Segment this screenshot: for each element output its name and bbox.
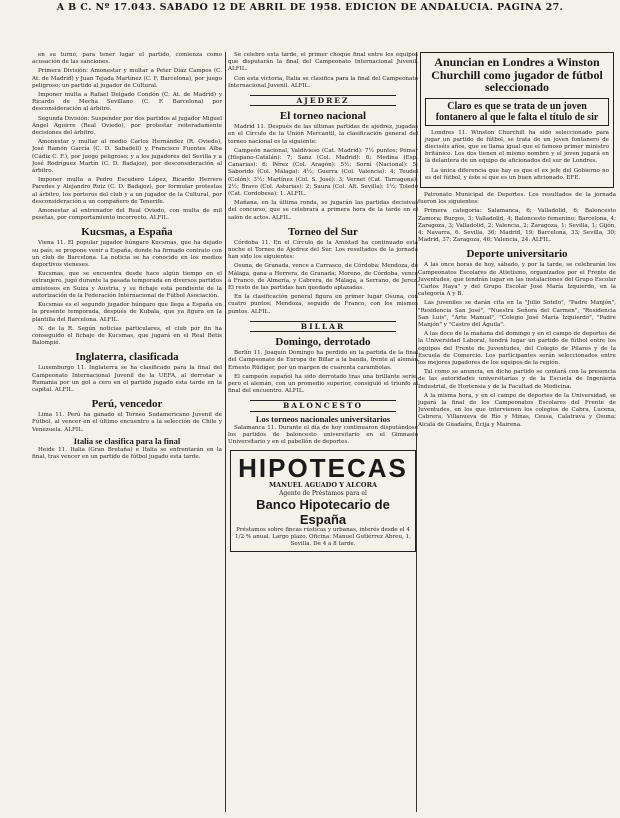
paragraph: N. de la R. Según noticias particulares, el club por fin ha conseguido el fichaje de Kucsmas, que jugará en el Real Betis Balompié.	[32, 325, 222, 347]
column-2	[228, 52, 418, 814]
ad-bank-name: Banco Hipotecario de España	[256, 496, 390, 527]
kocsis-headline: Kucsmas, a España	[81, 226, 173, 239]
paragraph: Se celebró esta tarde, el primer choque final entre los equipos que disputarán la final del Campeonato Internacional Juvenil. ALFIL.	[228, 52, 418, 73]
col2-intro	[228, 52, 418, 90]
paragraph: Amonestar al entrenador del Real Oviedo, con multa de mil pesetas, por comportamiento incorrecto. ALFIL.	[32, 208, 222, 222]
paragraph: Imponer multa a Rafael Delgado Condón (C. At. de Madrid) y Ricardo de Mecha Sevillano (C. F. Barcelona) por desconsideración al árbitro.	[32, 92, 222, 113]
paragraph: Luxemburgo 11. Inglaterra se ha clasificado para la final del Campeonato Internacional Juvenil de la UEFA, al derrotar a Rumania por un gol a cero en el partido jugado esta tarde en la capital. ALFIL.	[32, 365, 222, 393]
paragraph: Primera División: Amonestar y multar a Peter Díaz Campos (C. At. de Madrid) y Juan Tejada Martínez (C. F. Barcelona), por juego peligroso; un partido al jugador de Cultural.	[32, 68, 222, 89]
peru-text	[32, 412, 222, 434]
paragraph: Viena 11. El popular jugador húngaro Kucsmas, que ha dejado su país, se propone venir a España, donde ha firmado contrato con un club de Barcelona. La noticia se ha conocido en los medios deportivos vieneses.	[32, 240, 222, 269]
paragraph: A las once horas de hoy, sábado, y por la tarde, se celebrarán los Campeonatos Escolares de Atletismo, organizados por el Frente de Juventudes, que tendrán lugar en las instalaciones del Grupo Escolar "Carlos Haya" y del Grupo Escolar José María Izquierdo, en la categoría A y B.	[418, 262, 616, 298]
domingo-text	[228, 350, 418, 395]
paragraph: Berlín 11. Joaquín Domingo ha perdido en la partida de la final del Campeonato de Europa de Billar a la banda, frente al alemán Ernesto Rüdiger, por un margen de cuarenta carambolas.	[228, 350, 418, 371]
column-3	[418, 52, 616, 814]
nacional-text	[228, 124, 418, 222]
paragraph: Kucsmas es el segundo jugador húngaro que llega a España en la presente temporada, después de Kubala, que ya figura en la plantilla del Barcelona. ALFIL.	[32, 302, 222, 323]
paragraph: Osuna, de Granada, vence a Carrasco, de Córdoba; Mendoza, de Málaga, gana a Herrera, de Granada; Moreno, de Córdoba, vence a Franco, de Almería, y Cabrera, de Málaga, a Serrano, de Jerez. El resto de las partidas han quedado aplazadas.	[228, 263, 418, 292]
inglaterra-text	[32, 365, 222, 394]
churchill-box	[420, 52, 614, 188]
page-header: A B C. Nº 17.043. SABADO 12 DE ABRIL DE 1958. EDICION DE ANDALUCIA. PAGINA 27.	[56, 2, 564, 13]
paragraph: En la clasificación general figura en primer lugar Osuna, con cuatro puntos; Mendoza, seguido de Franco, con los mismos puntos. ALFIL.	[228, 294, 418, 315]
paragraph: Córdoba 11. En el Círculo de la Amistad ha continuado esta noche el Torneo de Ajedrez del Sur. Los resultados de la jornada han sido los siguientes:	[228, 239, 418, 261]
paragraph: Mañana, en la última ronda, se jugarán las partidas decisivas del concurso, que se celebrará a primera hora de la tarde en el salón de actos. ALFIL.	[228, 200, 418, 221]
paragraph: Kucsmas, que se encuentra desde hace algún tiempo en el extranjero, jugó durante la pasada temporada en diversos partidos amistosos en Suiza y Austria, y su fichaje está pendiente de la autorización de la Federación Internacional de Fútbol Asociación.	[32, 271, 222, 299]
peru-headline: Perú, vencedor	[91, 398, 163, 411]
ad-title: HIPOTECAS	[238, 453, 408, 484]
paragraph: Con esta victoria, Italia se clasifica para la final del Campeonato Internacional Juvenil. ALFIL.	[228, 75, 418, 89]
kocsis-text	[32, 240, 222, 347]
paragraph: La única diferencia que hay es que el ex jefe del Gobierno no es del fútbol, y éste sí que es un buen aficionado. EFE.	[425, 167, 609, 181]
ad-agent-name: MANUEL AGUADO Y ALCORA	[268, 481, 378, 490]
domingo-headline: Domingo, derrotado	[275, 336, 371, 349]
universitario-text	[418, 262, 616, 428]
intro-text	[32, 52, 222, 222]
section-baloncesto: BALONCESTO	[250, 400, 396, 411]
paragraph: en su turno, para tener lugar el partido, comienza como acusación de las sanciones.	[32, 52, 222, 66]
paragraph: Las juveniles se darán cita en la "Julio Sotelo", "Padre Manjón", "Residencia San José", "Nuestra Señora del Carmen", "Residencia San Luis", "Arte Manual", "Colegio José María Izquierdo", "Padre Manjón" y "Castro del Águila".	[418, 300, 616, 328]
paragraph: Patronato Municipal de Deportes. Los resultados de la jornada fueron los siguientes:	[418, 191, 616, 206]
column-1	[32, 52, 222, 814]
baloncesto-text	[228, 425, 418, 447]
paragraph: Lima 11. Perú ha ganado el Torneo Sudamericano Juvenil de Fútbol, al vencer en el último encuentro a la selección de Chile y Venezuela. ALFIL.	[32, 412, 222, 433]
paragraph: A la misma hora, y en el campo de deportes de la Universidad, se jugará la final de los Campeonatos Escolares del Frente de Juventudes, en los que intervienen los colegios de Cabra, Lucena, Cabrera, Villanueva de Río y Minas, Ceusa, Calatrava y Osuna; Alcalá de Guadaíra, Écija y Mairena.	[418, 392, 616, 428]
sur-headline: Torneo del Sur	[288, 225, 358, 238]
universitario-headline: Deporte universitario	[466, 248, 568, 261]
sur-text	[228, 240, 418, 316]
paragraph: Londres 11. Winston Churchill ha sido seleccionado para jugar un partido de fútbol, se trata de un joven fontanero de dieciséis años, que se llama igual que el famoso primer ministro británico. Los dos tienen el mismo nombre y el joven jugará en la delantera de un equipo de aficionados del sur de Londres.	[425, 129, 609, 165]
churchill-text	[425, 130, 609, 182]
ad-subtitle: Agente de Préstamos para el	[279, 489, 367, 497]
municipal-text	[418, 192, 616, 244]
paragraph: Madrid 11. Después de las últimas partidas de ajedrez, jugadas en el Círculo de la Unión Mercantil, la clasificación general del torneo nacional es la siguiente:	[228, 124, 418, 145]
section-ajedrez: AJEDREZ	[250, 95, 396, 106]
paragraph: Tal como se anuncia, en dicho partido se contará con la presencia de las autoridades universitarias y de la Escuela de Ingeniería Industrial, de Hortensia y de la Facultad de Medicina.	[418, 369, 616, 390]
paragraph: El campeón español ha sido derrotado tras una brillante serie, pero el alemán, con un promedio superior, consiguió el triunfo al final del encuentro. ALFIL.	[228, 373, 418, 395]
ad-text: Préstamos sobre fincas rústicas y urbanas, interés desde el 4 1/2 % anual. Largo plazo. Oficina: Manuel Gutiérrez Abreu, 1, Sevilla. De 4 a 8 tarde.	[235, 526, 411, 547]
paragraph: Campeón nacional, Valdivieso (Cat. Madrid): 7½ puntos; Pomar (Hispano-Catalán): 7; Sanz (Col. Madrid): 6; Medina (Esp. Canarias): 6; Pérez (Col. Aragón): 5½; Sorní (Nacional): 5; Saborido (Col. Málaga): 4½; Guerra (Col. Valencia): 4; Teudel (Colón): 3½; Martínez (Col. S. José): 3; Vernet (Cat. Tarragona): 2½; Bravo (Col. Asturias): 2; Saura (Col. Alt. Sevilla): 1½; Toledo (Cat. Cordobesa): 1. ALFIL.	[228, 147, 418, 198]
paragraph: Amonestar y multar al medio Carlos Hernández (R. Oviedo), José Ramón García (C. D. Sabadell) y Francisco Fuentes Alba (Cádiz C. F.), por juego peligroso; y a los jugadores del Sevilla y a José Rodríguez Martín (C. D. Badajoz), por desconsideración al árbitro.	[32, 139, 222, 175]
paragraph: Heide 11. Italia (Gran Bretaña) e Italia se enfrentarán en la final, tras vencer en un partido de fútbol jugado esta tarde.	[32, 446, 222, 461]
paragraph: Salamanca 11. Durante el día de hoy continuaron disputándose los partidos de baloncesto universitario en el Gimnasio Universitario y en el pabellón de deportes.	[228, 424, 418, 446]
paragraph: Segunda División: Suspender por dos partidos al jugador Miguel Ángel Aguirre (Real Oviedo), por protestar reiteradamente decisiones del árbitro.	[32, 115, 222, 137]
paragraph: Primera categoría: Salamanca, 6; Valladolid, 6; Baloncesto Zamora; Burgos, 3; Valladolid, 4; Baloncesto femenino; Barcelona, 4; Zaragoza, 3; Valladolid, 2; Valencia, 2; Zaragoza, 1; Sevilla, 1; Gijón, 4; Navarra, 6. Sevilla, 36; Madrid, 19; Barcelona, 33; Sevilla, 30; Madrid, 37; Zaragoza, 46; Valencia, 24. ALFIL.	[418, 208, 616, 244]
italia-text	[32, 447, 222, 461]
section-billar: BILLAR	[250, 321, 396, 332]
churchill-headline: Anuncian en Londres a Winston Churchill como jugador de fútbol seleccionado	[431, 55, 603, 94]
paragraph: A las doce de la mañana del domingo y en el campo de deportes de la Universidad Laboral, tendrá lugar un partido de fútbol entre los equipos del Frente de Juventudes, del Colegio de Pilares y de la Escuela de Comercio. Los participantes serán seleccionados entre los mejores jugadores de los equipos de la región.	[418, 331, 616, 366]
inglaterra-headline: Inglaterra, clasificada	[75, 351, 179, 364]
churchill-subheadline: Claro es que se trata de un joven fontanero al que le falta el título de sir	[425, 98, 609, 126]
column-rule	[225, 52, 226, 812]
paragraph: Imponer multa a Pedro Escudero López, Ricardo Herrero Paredes y Alejandro Ruiz (C. D. Badajoz), por formular protestas al árbitro, los porteros del club y a un jugador de la Cultural, por desconsideración a un compañero de Tenerife.	[32, 177, 222, 205]
hipotecas-ad	[230, 450, 416, 551]
baloncesto-headline: Los torneos nacionales universitarios	[255, 413, 391, 424]
italia-headline: Italia se clasifica para la final	[73, 435, 181, 446]
nacional-headline: El torneo nacional	[279, 110, 367, 123]
